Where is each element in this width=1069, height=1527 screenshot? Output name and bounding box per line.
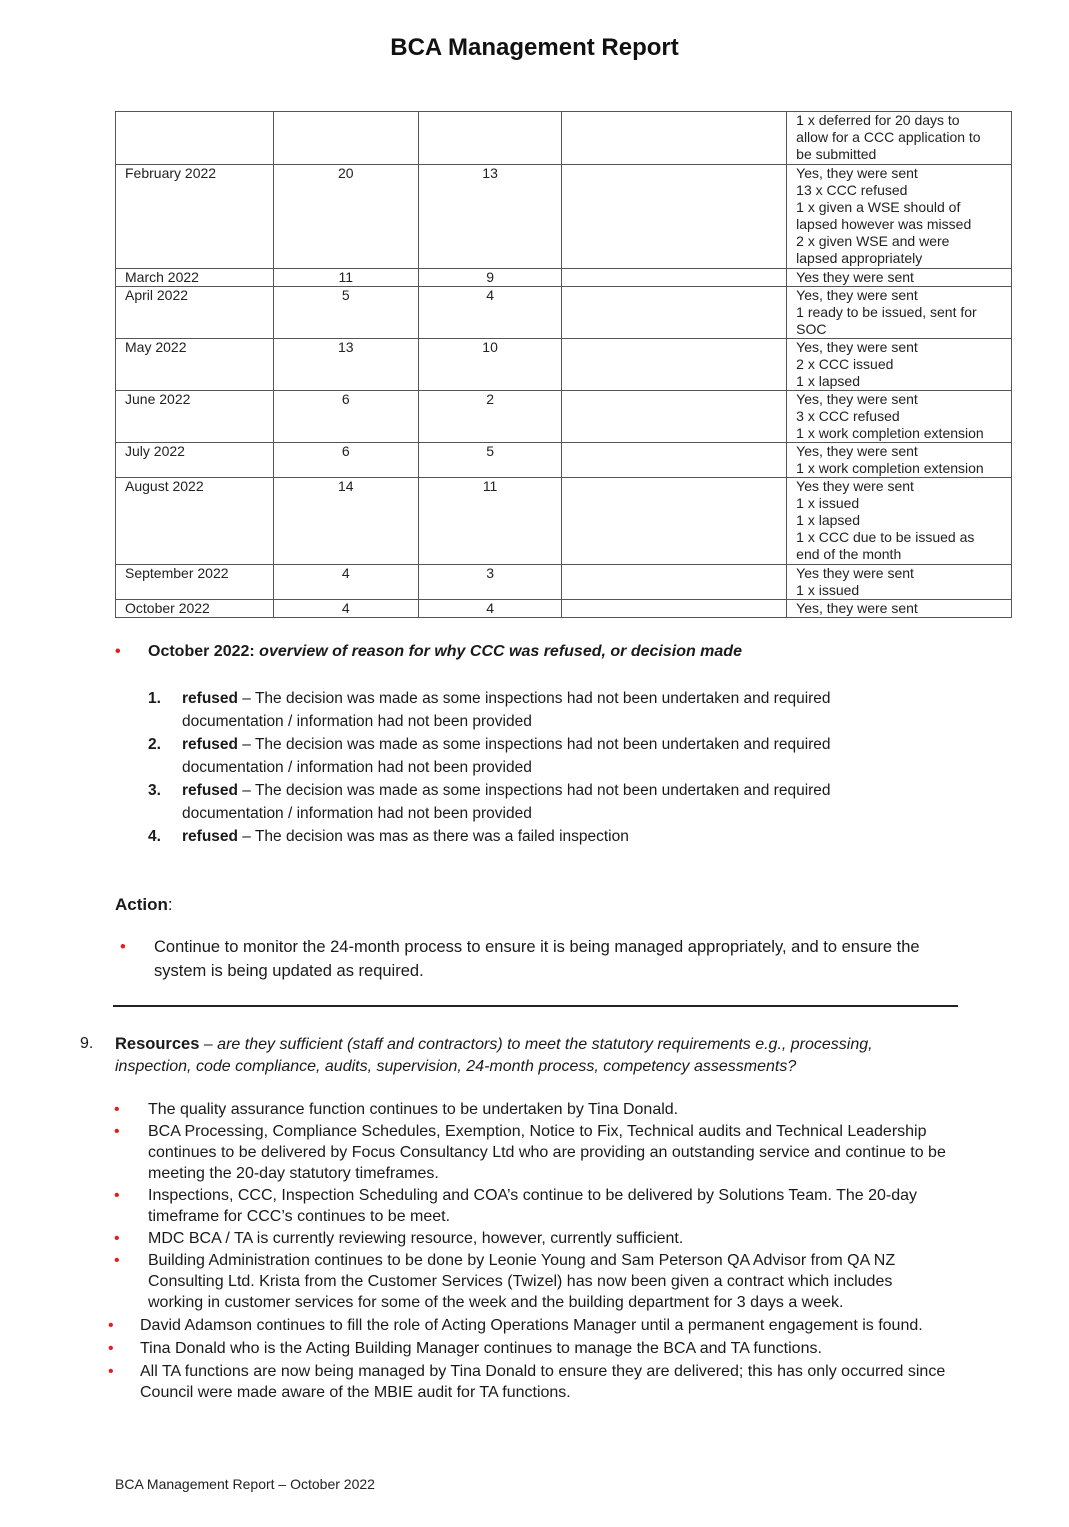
resource-item <box>108 1338 950 1359</box>
october-heading-text <box>148 643 742 661</box>
count-cell: 2 <box>418 391 562 443</box>
table-row <box>116 165 1012 269</box>
note-line: 2 x given WSE and were <box>796 233 950 249</box>
count-cell: 20 <box>273 165 418 269</box>
resource-item <box>110 1185 950 1227</box>
reason-keyword: refused <box>182 736 238 753</box>
note-line: Yes, they were sent <box>796 339 918 355</box>
notes-cell <box>787 339 1012 391</box>
note-line: Yes, they were sent <box>796 443 918 459</box>
section-9-resources <box>80 1033 950 1078</box>
table-row <box>116 443 1012 478</box>
count-cell: 4 <box>418 287 562 339</box>
resources-list <box>110 1099 950 1404</box>
table-body <box>116 112 1012 618</box>
month-cell: September 2022 <box>116 565 274 600</box>
notes-cell <box>787 269 1012 287</box>
count-cell: 11 <box>418 478 562 565</box>
page-title: BCA Management Report <box>390 34 679 61</box>
bullet-icon: • <box>120 938 126 956</box>
bullet-icon: • <box>115 643 121 660</box>
bullet-icon: • <box>114 1252 120 1269</box>
month-cell: August 2022 <box>116 478 274 565</box>
bullet-icon: • <box>108 1317 114 1334</box>
reason-text: – The decision was mas as there was a failed inspection <box>238 828 629 845</box>
section-divider <box>113 1005 958 1007</box>
october-subtitle: overview of reason for why CCC was refused, or decision made <box>259 643 742 660</box>
resource-item <box>108 1315 950 1336</box>
note-line: 1 x work completion extension <box>796 460 984 476</box>
reason-item <box>148 733 908 779</box>
reason-item <box>148 687 908 733</box>
note-line: 1 x deferred for 20 days to <box>796 112 960 128</box>
month-cell: April 2022 <box>116 287 274 339</box>
note-line: Yes they were sent <box>796 478 914 494</box>
monthly-ccc-table <box>115 111 1012 618</box>
count-cell: 13 <box>273 339 418 391</box>
bullet-icon: • <box>114 1187 120 1204</box>
resource-text: David Adamson continues to fill the role of Acting Operations Manager until a permanent engagement is found. <box>140 1317 923 1334</box>
count-cell: 10 <box>418 339 562 391</box>
table-row <box>116 391 1012 443</box>
reason-number: 1. <box>148 690 161 707</box>
table-row <box>116 565 1012 600</box>
empty-cell <box>562 287 787 339</box>
refusal-reasons-list <box>148 687 908 848</box>
note-line: allow for a CCC application to <box>796 129 981 145</box>
action-label: Action: <box>115 895 173 914</box>
note-line: 1 ready to be issued, sent for <box>796 304 977 320</box>
empty-cell <box>562 269 787 287</box>
month-cell: February 2022 <box>116 165 274 269</box>
bullet-icon: • <box>114 1230 120 1247</box>
notes-cell <box>787 565 1012 600</box>
section-number: 9. <box>80 1035 94 1052</box>
note-line: 2 x CCC issued <box>796 356 894 372</box>
month-cell: July 2022 <box>116 443 274 478</box>
count-cell: 9 <box>418 269 562 287</box>
reason-text: – The decision was made as some inspections had not been undertaken and required documentation / information had not been provided <box>182 782 831 822</box>
resource-text: The quality assurance function continues to be undertaken by Tina Donald. <box>148 1101 679 1118</box>
table-row <box>116 112 1012 165</box>
count-cell <box>273 112 418 165</box>
month-cell: June 2022 <box>116 391 274 443</box>
count-cell: 4 <box>418 600 562 618</box>
empty-cell <box>562 391 787 443</box>
reason-keyword: refused <box>182 782 238 799</box>
note-line: be submitted <box>796 146 877 162</box>
bullet-icon: • <box>114 1101 120 1118</box>
bullet-icon: • <box>108 1340 114 1357</box>
empty-cell <box>562 443 787 478</box>
note-line: Yes, they were sent <box>796 287 918 303</box>
resource-item <box>110 1250 950 1313</box>
resource-text: MDC BCA / TA is currently reviewing resource, however, currently sufficient. <box>148 1230 684 1247</box>
count-cell <box>418 112 562 165</box>
reason-keyword: refused <box>182 828 238 845</box>
resource-item <box>110 1121 950 1184</box>
note-line: SOC <box>796 321 827 337</box>
reason-number: 3. <box>148 782 161 799</box>
month-cell: May 2022 <box>116 339 274 391</box>
action-item <box>120 935 940 983</box>
month-cell: October 2022 <box>116 600 274 618</box>
notes-cell <box>787 478 1012 565</box>
count-cell: 11 <box>273 269 418 287</box>
count-cell: 14 <box>273 478 418 565</box>
note-line: 1 x lapsed <box>796 512 860 528</box>
resource-item <box>108 1361 950 1403</box>
section-heading: Resources <box>115 1035 200 1053</box>
section-9-heading <box>115 1033 950 1078</box>
month-cell <box>116 112 274 165</box>
note-line: lapsed appropriately <box>796 250 923 266</box>
note-line: 3 x CCC refused <box>796 408 900 424</box>
reason-item <box>148 779 908 825</box>
table-row <box>116 600 1012 618</box>
resource-text: Tina Donald who is the Acting Building Manager continues to manage the BCA and TA functions. <box>140 1340 822 1357</box>
count-cell: 4 <box>273 565 418 600</box>
empty-cell <box>562 165 787 269</box>
reason-text: – The decision was made as some inspections had not been undertaken and required documentation / information had not been provided <box>182 736 831 776</box>
empty-cell <box>562 112 787 165</box>
resource-item <box>110 1099 950 1120</box>
reason-keyword: refused <box>182 690 238 707</box>
page-footer: BCA Management Report – October 2022 <box>115 1476 375 1492</box>
empty-cell <box>562 339 787 391</box>
table-row <box>116 478 1012 565</box>
resource-text: BCA Processing, Compliance Schedules, Exemption, Notice to Fix, Technical audits and Technical Leadership continues to be delivered by Focus Consultancy Ltd who are providing an outstanding service and continue to be meeting the 20-day statutory timeframes. <box>148 1123 946 1182</box>
resource-text: Building Administration continues to be done by Leonie Young and Sam Peterson QA Advisor from QA NZ Consulting Ltd. Krista from the Customer Services (Twizel) has now been given a contract which includes working in customer services for some of the week and the building department for 3 days a week. <box>148 1252 896 1311</box>
notes-cell <box>787 287 1012 339</box>
empty-cell <box>562 478 787 565</box>
resource-item <box>110 1228 950 1249</box>
count-cell: 5 <box>273 287 418 339</box>
empty-cell <box>562 565 787 600</box>
note-line: 1 x CCC due to be issued as <box>796 529 975 545</box>
reason-text: – The decision was made as some inspections had not been undertaken and required documentation / information had not been provided <box>182 690 831 730</box>
resource-text: Inspections, CCC, Inspection Scheduling and COA’s continue to be delivered by Solutions Team. The 20-day timeframe for CCC’s continues to be meet. <box>148 1187 918 1225</box>
reason-number: 2. <box>148 736 161 753</box>
notes-cell <box>787 165 1012 269</box>
note-line: end of the month <box>796 546 902 562</box>
bullet-icon: • <box>114 1123 120 1140</box>
month-cell: March 2022 <box>116 269 274 287</box>
note-line: Yes, they were sent <box>796 600 918 616</box>
note-line: Yes they were sent <box>796 565 914 581</box>
notes-cell <box>787 600 1012 618</box>
empty-cell <box>562 600 787 618</box>
note-line: lapsed however was missed <box>796 216 972 232</box>
count-cell: 6 <box>273 391 418 443</box>
note-line: Yes, they were sent <box>796 391 918 407</box>
count-cell: 3 <box>418 565 562 600</box>
notes-cell <box>787 443 1012 478</box>
note-line: 1 x issued <box>796 582 860 598</box>
reason-item <box>148 825 908 848</box>
action-item-text: Continue to monitor the 24-month process to ensure it is being managed appropriately, and to ensure the system is being updated as required. <box>154 938 920 980</box>
count-cell: 4 <box>273 600 418 618</box>
october-label: October 2022: <box>148 643 255 660</box>
notes-cell <box>787 112 1012 165</box>
reason-number: 4. <box>148 828 161 845</box>
table-row <box>116 339 1012 391</box>
table-row <box>116 287 1012 339</box>
note-line: 13 x CCC refused <box>796 182 908 198</box>
resource-text: All TA functions are now being managed by Tina Donald to ensure they are delivered; this has only occurred since Council were made aware of the MBIE audit for TA functions. <box>140 1363 946 1401</box>
note-line: Yes, they were sent <box>796 165 918 181</box>
bullet-icon: • <box>108 1363 114 1380</box>
notes-cell <box>787 391 1012 443</box>
section-question: – are they sufficient (staff and contractors) to meet the statutory requirements e.g., processing, inspection, code compliance, audits, supervision, 24-month process, competency assessments? <box>115 1036 873 1075</box>
count-cell: 13 <box>418 165 562 269</box>
table-row <box>116 269 1012 287</box>
note-line: 1 x given a WSE should of <box>796 199 961 215</box>
note-line: 1 x work completion extension <box>796 425 984 441</box>
note-line: Yes they were sent <box>796 269 914 285</box>
count-cell: 5 <box>418 443 562 478</box>
note-line: 1 x issued <box>796 495 860 511</box>
count-cell: 6 <box>273 443 418 478</box>
note-line: 1 x lapsed <box>796 373 860 389</box>
